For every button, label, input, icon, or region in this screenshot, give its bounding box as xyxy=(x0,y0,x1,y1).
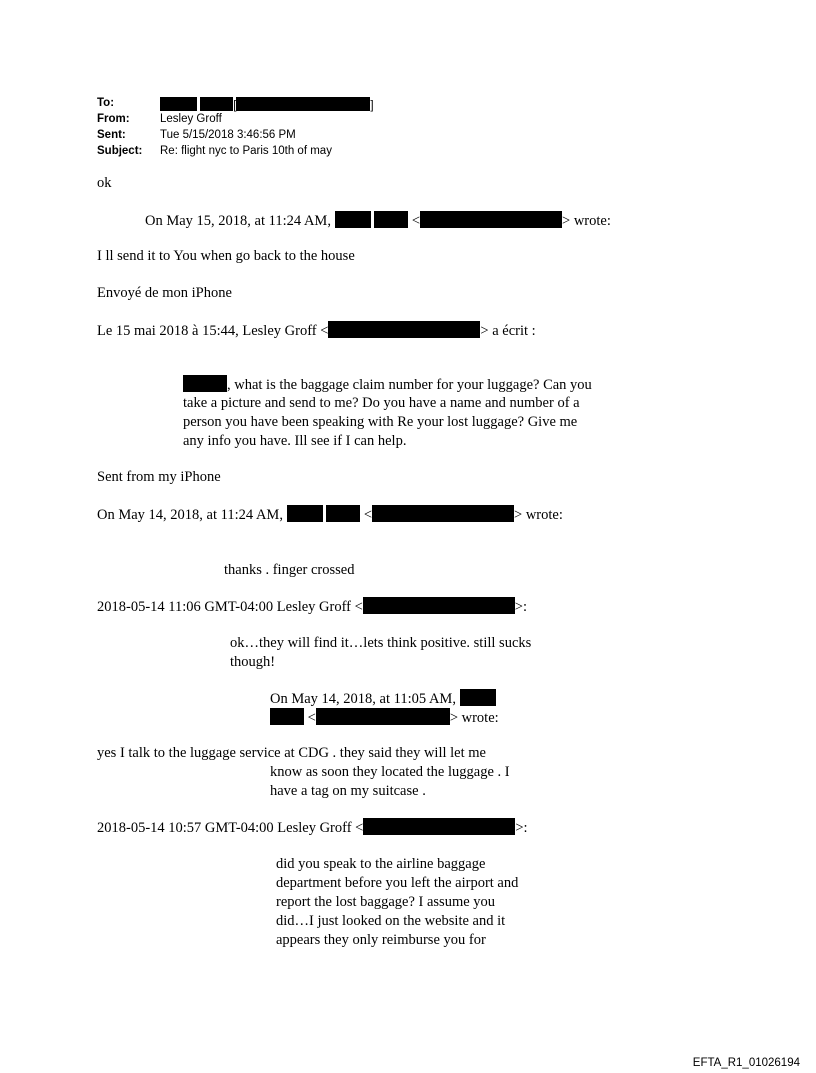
quote-header-1 xyxy=(145,211,611,231)
message-line xyxy=(183,375,592,395)
quote-header-text: Le 15 mai 2018 à 15:44, Lesley Groff < xyxy=(97,323,329,339)
quote-header-suffix: > a écrit : xyxy=(480,323,536,339)
lt-sign: < xyxy=(411,213,421,229)
message-line: any info you have. Ill see if I can help. xyxy=(183,433,407,449)
quote-header-3 xyxy=(97,505,563,525)
message-line: did you speak to the airline baggage xyxy=(276,856,486,872)
redaction-block xyxy=(236,97,370,111)
message-line: appears they only reimburse you for xyxy=(276,932,486,948)
quote-header-suffix: > wrote: xyxy=(514,507,563,523)
quote-header-2 xyxy=(97,321,536,341)
redaction-block xyxy=(420,211,562,228)
message-line: have a tag on my suitcase . xyxy=(270,783,426,799)
quote-header-text: 2018-05-14 10:57 GMT-04:00 Lesley Groff < xyxy=(97,820,364,836)
quote-header-suffix: > wrote: xyxy=(562,213,611,229)
redaction-block xyxy=(363,818,515,835)
redaction-block xyxy=(460,689,496,706)
signature-line: Envoyé de mon iPhone xyxy=(97,285,232,301)
to-label: To: xyxy=(97,97,115,109)
redaction-block xyxy=(316,708,450,725)
sent-label: Sent: xyxy=(97,129,126,141)
quote-header-text: On May 14, 2018, at 11:24 AM, xyxy=(97,507,283,523)
lt-sign: < xyxy=(307,710,316,726)
to-value xyxy=(160,97,374,112)
redaction-block xyxy=(374,211,408,228)
subject-value: Re: flight nyc to Paris 10th of may xyxy=(160,145,332,157)
to-bracket-open: [ xyxy=(233,100,237,112)
quote-header-suffix: > wrote: xyxy=(449,710,499,726)
quote-header-suffix: >: xyxy=(515,820,528,836)
redaction-block xyxy=(363,597,515,614)
message-line: though! xyxy=(230,654,276,670)
quote-header-text: 2018-05-14 11:06 GMT-04:00 Lesley Groff < xyxy=(97,599,363,615)
document-id: EFTA_R1_01026194 xyxy=(692,1057,800,1069)
message-line: person you have been speaking with Re your lost luggage? Give me xyxy=(183,414,578,430)
sent-value: Tue 5/15/2018 3:46:56 PM xyxy=(160,129,296,141)
redaction-block xyxy=(270,708,304,725)
quote-header-4 xyxy=(97,597,527,617)
message-line: thanks . finger crossed xyxy=(224,562,355,578)
quote-header-5-cont xyxy=(270,708,499,728)
message-text: , what is the baggage claim number for your luggage? Can you xyxy=(227,377,592,393)
redaction-block xyxy=(183,375,227,392)
quote-header-text: On May 15, 2018, at 11:24 AM, xyxy=(145,213,331,229)
message-line: take a picture and send to me? Do you have a name and number of a xyxy=(183,395,580,411)
quote-header-suffix: >: xyxy=(514,599,528,615)
signature-line: Sent from my iPhone xyxy=(97,469,221,485)
lt-sign: < xyxy=(363,507,373,523)
reply-text: ok xyxy=(97,175,112,191)
redaction-block xyxy=(335,211,371,228)
redaction-block xyxy=(326,505,360,522)
message-line: ok…they will find it…lets think positive. still sucks xyxy=(230,635,532,651)
message-line: yes I talk to the luggage service at CDG . they said they will let me xyxy=(97,745,486,761)
quote-header-text: On May 14, 2018, at 11:05 AM, xyxy=(270,691,456,707)
redaction-block xyxy=(372,505,514,522)
subject-label: Subject: xyxy=(97,145,143,157)
from-label: From: xyxy=(97,113,130,125)
to-bracket-close: ] xyxy=(370,100,374,112)
message-line: department before you left the airport and xyxy=(276,875,519,891)
redaction-block xyxy=(287,505,323,522)
message-line: report the lost baggage? I assume you xyxy=(276,894,496,910)
redaction-block xyxy=(200,97,233,111)
redaction-block xyxy=(160,97,197,111)
from-value: Lesley Groff xyxy=(160,113,222,125)
redaction-block xyxy=(328,321,480,338)
message-line: know as soon they located the luggage . I xyxy=(270,764,510,780)
message-line: I ll send it to You when go back to the house xyxy=(97,248,355,264)
message-line: did…I just looked on the website and it xyxy=(276,913,506,929)
quote-header-5 xyxy=(270,689,496,709)
quote-header-6 xyxy=(97,818,528,838)
